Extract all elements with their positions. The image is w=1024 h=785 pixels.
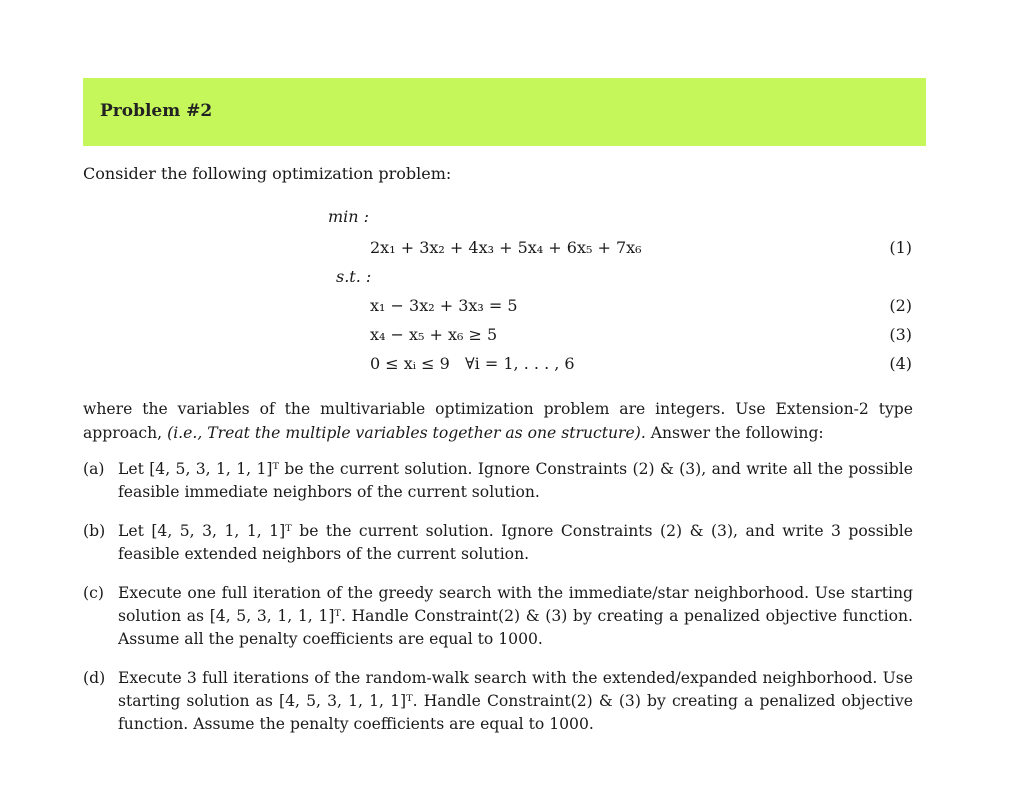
question-text: Execute one full iteration of the greedy search with the immediate/star neighborhood. Use starting solution as [4, 5, 3, 1, 1, 1]ᵀ. Handle Constraint(2) & (3) by creating a penalized objective function. Assume all the penalty coefficients are equal to 1000. (118, 584, 913, 648)
question-label: (a) (83, 460, 105, 478)
question-label: (c) (83, 584, 104, 602)
problem-banner (83, 78, 926, 146)
description-part1: where the variables of the multivariable optimization problem are integers. Use Extension-2 type approach, (83, 400, 913, 442)
equation-number-1: (1) (889, 238, 912, 257)
constraint-3: x₄ − x₅ + x₆ ≥ 5 (370, 325, 498, 344)
question-b (83, 520, 913, 566)
constraint-4: 0 ≤ xᵢ ≤ 9 ∀i = 1, . . . , 6 (370, 354, 575, 373)
description-italic: (i.e., Treat the multiple variables together as one structure). (167, 424, 646, 442)
equation-number-3: (3) (889, 325, 912, 344)
question-d (83, 667, 913, 736)
question-label: (b) (83, 522, 106, 540)
st-label: s.t. : (336, 267, 372, 286)
question-text: Execute 3 full iterations of the random-walk search with the extended/expanded neighborhood. Use starting solution as [4, 5, 3, 1, 1, 1]ᵀ. Handle Constraint(2) & (3) by creating a penalized objective function. Assume the penalty coefficients are equal to 1000. (118, 669, 913, 733)
equation-number-4: (4) (889, 354, 912, 373)
intro-text: Consider the following optimization problem: (83, 164, 452, 183)
question-text: Let [4, 5, 3, 1, 1, 1]ᵀ be the current solution. Ignore Constraints (2) & (3), and write 3 possible feasible extended neighbors of the current solution. (118, 522, 913, 563)
problem-title: Problem #2 (100, 101, 213, 121)
question-label: (d) (83, 669, 106, 687)
constraint-2: x₁ − 3x₂ + 3x₃ = 5 (370, 296, 518, 315)
question-a (83, 458, 913, 504)
question-c (83, 582, 913, 651)
description-paragraph (83, 397, 913, 445)
equation-number-2: (2) (889, 296, 912, 315)
question-text: Let [4, 5, 3, 1, 1, 1]ᵀ be the current solution. Ignore Constraints (2) & (3), and write all the possible feasible immediate neighbors of the current solution. (118, 460, 913, 501)
description-part3: Answer the following: (650, 424, 824, 442)
objective-function: 2x₁ + 3x₂ + 4x₃ + 5x₄ + 6x₅ + 7x₆ (370, 238, 642, 257)
min-label: min : (328, 207, 370, 226)
